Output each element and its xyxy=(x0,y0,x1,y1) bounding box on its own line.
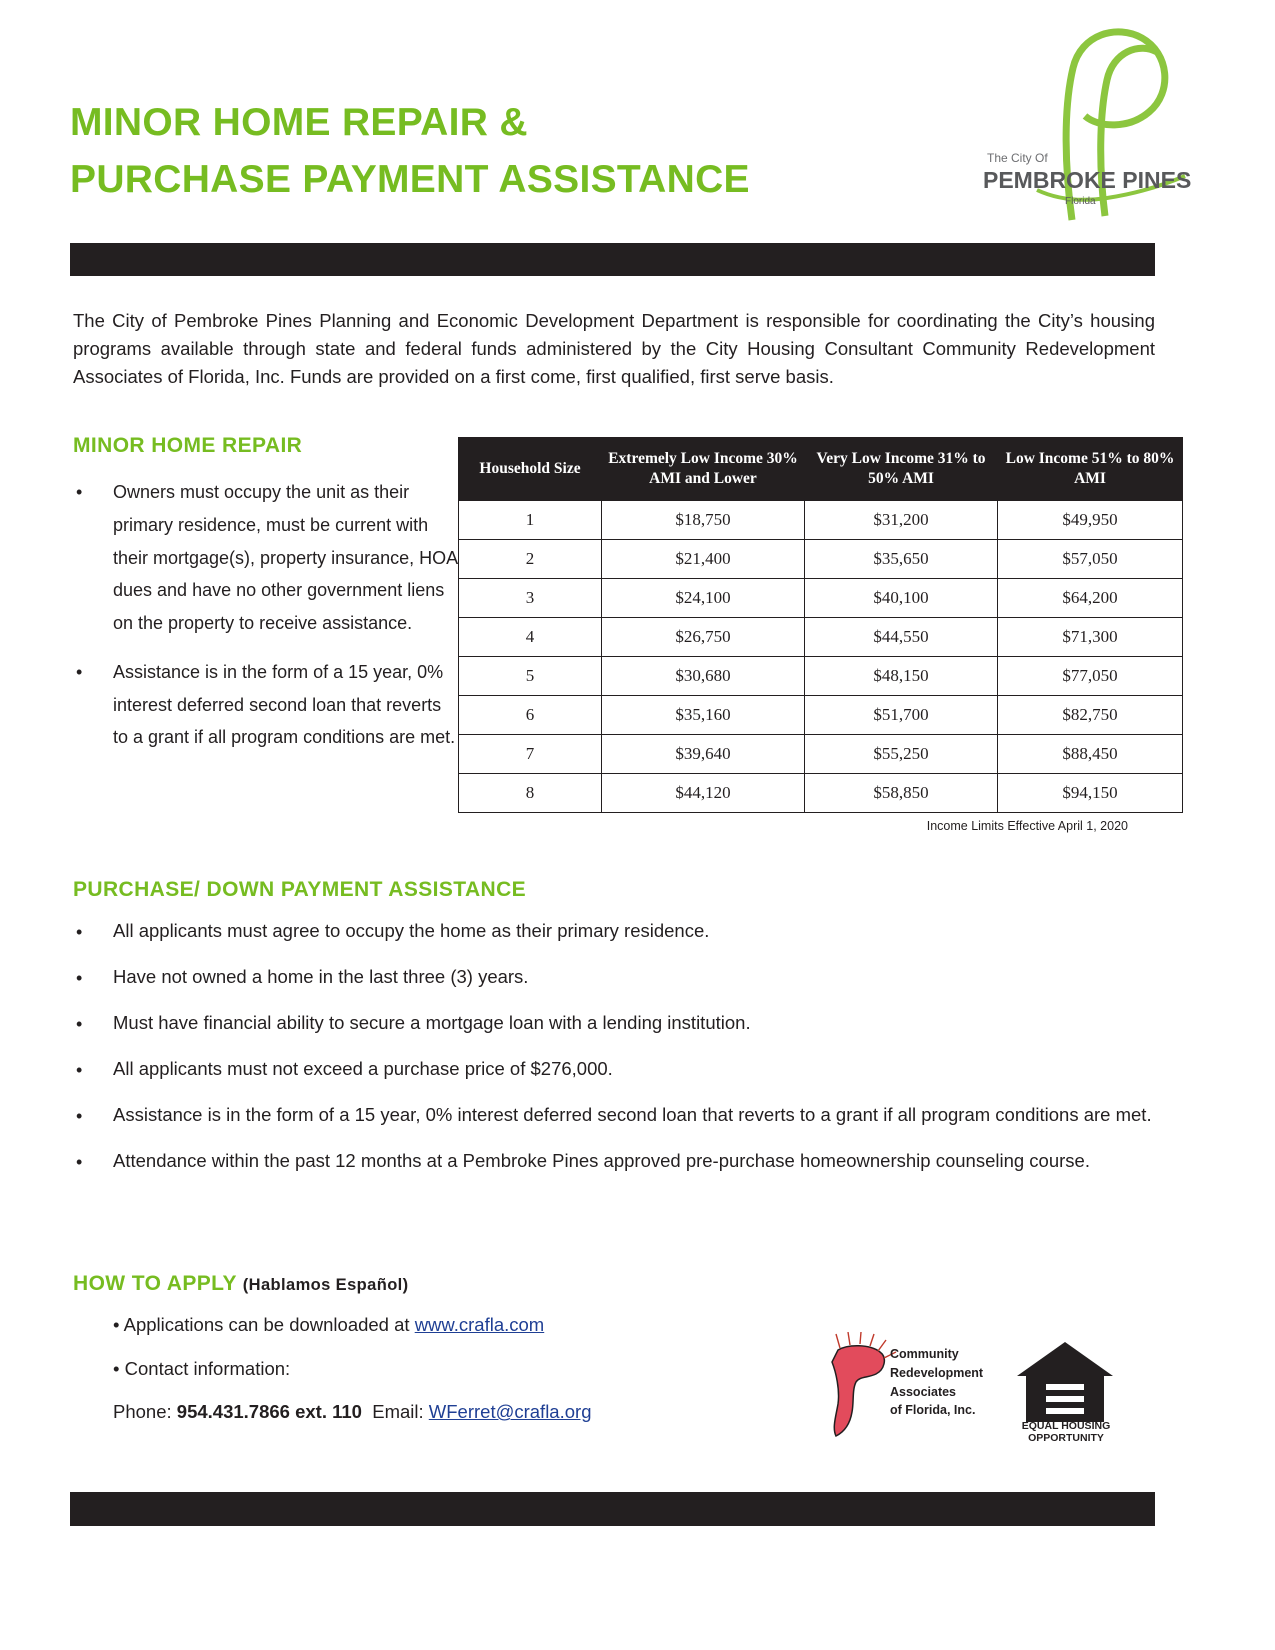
bullet-icon: • xyxy=(76,967,83,988)
table-row xyxy=(459,540,1183,579)
list-item-text: Assistance is in the form of a 15 year, 0% interest deferred second loan that reverts to a grant if all program conditions are met. xyxy=(113,1103,1152,1125)
list-item-text: Owners must occupy the unit as their primary residence, must be current with their mortgage(s), property insurance, HOA dues and have no other government liens on the property to receive assistance. xyxy=(113,482,458,633)
svg-text:The City Of: The City Of xyxy=(987,151,1048,165)
svg-text:Florida: Florida xyxy=(1065,196,1096,207)
cell-low-income: $71,300 xyxy=(998,618,1183,657)
bullet-icon: • xyxy=(113,1357,120,1379)
list-item xyxy=(73,1008,1155,1038)
minor-home-repair-heading: MINOR HOME REPAIR xyxy=(73,434,303,457)
list-item-text: Attendance within the past 12 months at a Pembroke Pines approved pre-purchase homeownership counseling course. xyxy=(113,1149,1090,1171)
cell-extremely-low-income: $21,400 xyxy=(602,540,805,579)
cell-very-low-income: $55,250 xyxy=(805,735,998,774)
bullet-icon: • xyxy=(76,1013,83,1034)
cell-very-low-income: $58,850 xyxy=(805,774,998,813)
cell-extremely-low-income: $26,750 xyxy=(602,618,805,657)
cra-text-line-2: Redevelopment xyxy=(890,1365,984,1380)
how-to-apply-section xyxy=(73,1272,773,1427)
cell-household-size: 7 xyxy=(459,735,602,774)
cell-low-income: $64,200 xyxy=(998,579,1183,618)
cell-low-income: $57,050 xyxy=(998,540,1183,579)
income-limits-table-wrapper xyxy=(458,437,1175,834)
table-row xyxy=(459,618,1183,657)
minor-home-repair-list xyxy=(73,476,458,754)
footer-divider-bar xyxy=(70,1492,1155,1526)
cra-text-line-1: Community xyxy=(890,1347,959,1361)
cell-extremely-low-income: $44,120 xyxy=(602,774,805,813)
table-row xyxy=(459,657,1183,696)
bullet-icon: • xyxy=(76,1105,83,1126)
phone-number: 954.431.7866 ext. 110 xyxy=(176,1401,362,1423)
list-item xyxy=(73,1146,1155,1176)
cell-household-size: 6 xyxy=(459,696,602,735)
cell-low-income: $82,750 xyxy=(998,696,1183,735)
bullet-icon: • xyxy=(76,661,83,682)
cell-very-low-income: $31,200 xyxy=(805,501,998,540)
list-item-text: Have not owned a home in the last three (3) years. xyxy=(113,965,529,987)
header-divider-bar xyxy=(70,243,1155,276)
table-body xyxy=(459,501,1183,813)
cell-low-income: $94,150 xyxy=(998,774,1183,813)
email-link[interactable]: WFerret@crafla.org xyxy=(428,1401,592,1423)
purchase-assistance-heading: PURCHASE/ DOWN PAYMENT ASSISTANCE xyxy=(73,878,527,901)
cell-very-low-income: $51,700 xyxy=(805,696,998,735)
cell-household-size: 8 xyxy=(459,774,602,813)
cell-extremely-low-income: $35,160 xyxy=(602,696,805,735)
how-to-apply-heading xyxy=(73,1272,773,1296)
list-item-text: All applicants must agree to occupy the home as their primary residence. xyxy=(113,920,710,941)
table-row xyxy=(459,501,1183,540)
equal-housing-line-2: OPPORTUNITY xyxy=(1028,1432,1104,1445)
list-item xyxy=(73,916,1155,946)
cell-household-size: 3 xyxy=(459,579,602,618)
table-header xyxy=(459,438,1183,501)
bullet-icon: • xyxy=(76,482,83,502)
list-item xyxy=(73,962,1155,992)
cell-low-income: $49,950 xyxy=(998,501,1183,540)
cell-very-low-income: $48,150 xyxy=(805,657,998,696)
table-header-row xyxy=(459,438,1183,501)
cell-household-size: 5 xyxy=(459,657,602,696)
phone-label: Phone: xyxy=(113,1401,177,1423)
cell-extremely-low-income: $39,640 xyxy=(602,735,805,774)
cra-text-line-4: of Florida, Inc. xyxy=(890,1403,976,1418)
income-limits-table xyxy=(458,437,1183,813)
svg-text:PEMBROKE PINES: PEMBROKE PINES xyxy=(983,167,1192,193)
equal-housing-caption xyxy=(1013,1420,1119,1444)
list-item xyxy=(73,1310,773,1340)
page-title-line-2: PURCHASE PAYMENT ASSISTANCE xyxy=(70,157,750,201)
list-item-text: All applicants must not exceed a purchase price of $276,000. xyxy=(113,1057,613,1079)
list-item-text: Must have financial ability to secure a mortgage loan with a lending institution. xyxy=(113,1011,751,1033)
list-item-text: Assistance is in the form of a 15 year, 0% interest deferred second loan that reverts to a grant if all program conditions are met. xyxy=(113,661,456,748)
bullet-icon: • xyxy=(76,1151,83,1172)
list-item xyxy=(73,476,458,640)
how-to-apply-list xyxy=(73,1310,773,1383)
purchase-assistance-section xyxy=(73,878,1155,1192)
cell-extremely-low-income: $24,100 xyxy=(602,579,805,618)
cell-extremely-low-income: $30,680 xyxy=(602,657,805,696)
cell-household-size: 1 xyxy=(459,501,602,540)
column-header-low-income: Low Income 51% to 80% AMI xyxy=(998,438,1183,501)
cell-low-income: $77,050 xyxy=(998,657,1183,696)
table-row xyxy=(459,735,1183,774)
page-title-line-1: MINOR HOME REPAIR & xyxy=(70,101,528,144)
website-link[interactable]: www.crafla.com xyxy=(414,1314,545,1335)
equal-housing-icon xyxy=(1012,1338,1118,1428)
table-row xyxy=(459,774,1183,813)
contact-info-text: Contact information: xyxy=(124,1357,291,1379)
cell-low-income: $88,450 xyxy=(998,735,1183,774)
cell-very-low-income: $40,100 xyxy=(805,579,998,618)
column-header-household-size: Household Size xyxy=(459,438,602,501)
column-header-extremely-low-income: Extremely Low Income 30% AMI and Lower xyxy=(602,438,805,501)
list-item xyxy=(73,1054,1155,1084)
purchase-assistance-list xyxy=(73,916,1155,1176)
minor-home-repair-section xyxy=(73,434,458,770)
column-header-very-low-income: Very Low Income 31% to 50% AMI xyxy=(805,438,998,501)
cra-text-line-3: Associates xyxy=(890,1384,957,1399)
list-item xyxy=(73,656,458,754)
list-item xyxy=(73,1354,773,1384)
page-title xyxy=(70,95,900,208)
table-row xyxy=(459,696,1183,735)
equal-housing-line-1: EQUAL HOUSING xyxy=(1021,1420,1111,1432)
cell-household-size: 4 xyxy=(459,618,602,657)
how-to-apply-heading-main: HOW TO APPLY xyxy=(73,1272,237,1295)
applications-text: Applications can be downloaded at xyxy=(123,1314,415,1335)
income-limits-note: Income Limits Effective April 1, 2020 xyxy=(926,819,1128,834)
contact-details-line xyxy=(73,1397,773,1427)
bullet-icon: • xyxy=(76,1059,83,1080)
cell-very-low-income: $44,550 xyxy=(805,618,998,657)
table-row xyxy=(459,579,1183,618)
city-logo xyxy=(977,20,1207,230)
cell-household-size: 2 xyxy=(459,540,602,579)
cell-extremely-low-income: $18,750 xyxy=(602,501,805,540)
cra-logo-text xyxy=(890,1345,983,1420)
bullet-icon: • xyxy=(113,1314,120,1335)
list-item xyxy=(73,1100,1155,1130)
intro-paragraph: The City of Pembroke Pines Planning and Economic Development Department is responsible for coordinating the City’s housing programs available through state and federal funds administered by the City Housing Consultant Community Redevelopment Associates of Florida, Inc. Funds are provided on a first come, first qualified, first serve basis. xyxy=(73,309,1155,387)
cell-very-low-income: $35,650 xyxy=(805,540,998,579)
city-logo-icon xyxy=(977,20,1207,230)
bullet-icon: • xyxy=(76,922,83,942)
email-label: Email: xyxy=(372,1401,429,1423)
how-to-apply-heading-sub: (Hablamos Español) xyxy=(242,1276,409,1294)
